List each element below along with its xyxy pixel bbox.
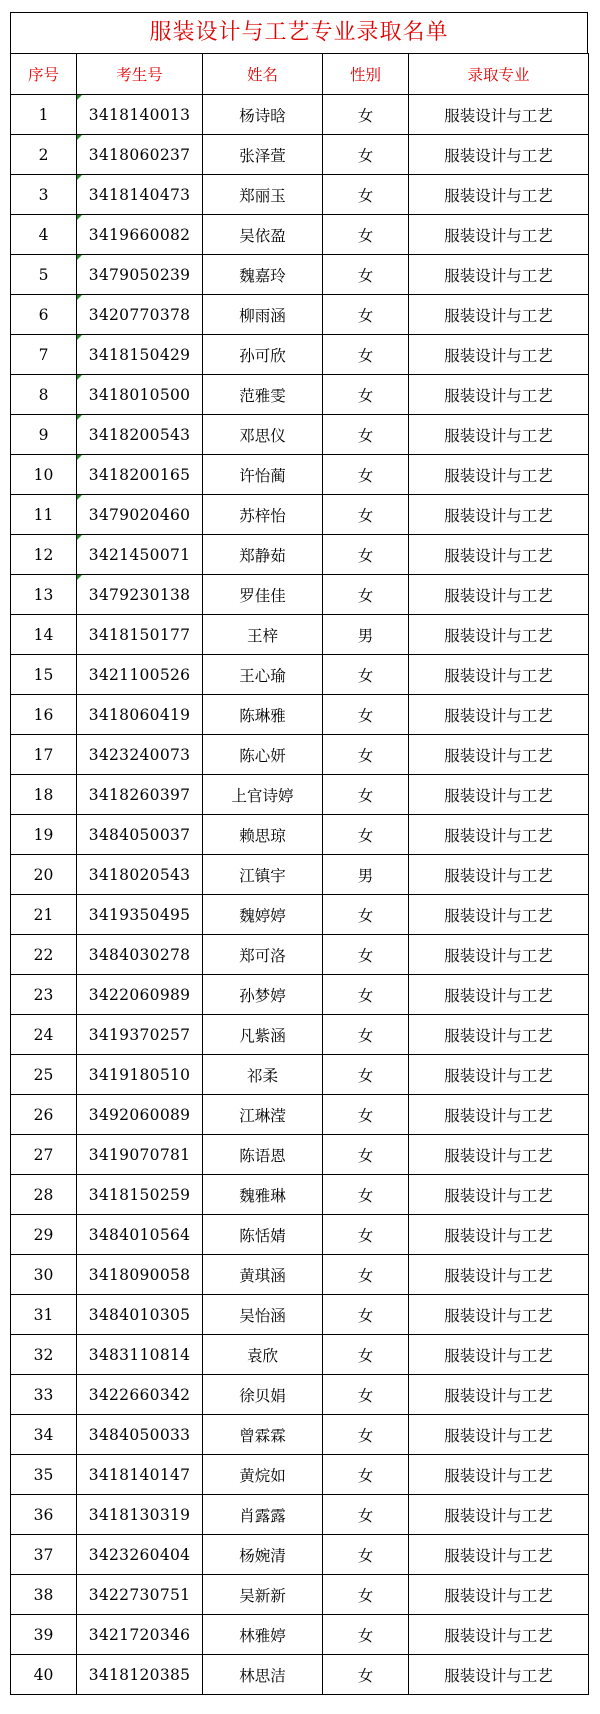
exam-id-cell: 3418200543 [77, 415, 203, 455]
exam-id-cell: 3423240073 [77, 735, 203, 775]
sex-cell: 女 [323, 455, 409, 495]
table-row [11, 1655, 589, 1695]
exam-id-cell: 3479020460 [77, 495, 203, 535]
sex-cell: 男 [323, 855, 409, 895]
table-row [11, 255, 589, 295]
seq-cell: 22 [11, 935, 77, 975]
table-row [11, 935, 589, 975]
table-row [11, 855, 589, 895]
sex-cell: 女 [323, 1615, 409, 1655]
sex-cell: 女 [323, 1255, 409, 1295]
major-cell: 服装设计与工艺 [409, 1375, 589, 1415]
table-row [11, 1015, 589, 1055]
major-cell: 服装设计与工艺 [409, 215, 589, 255]
sex-cell: 女 [323, 735, 409, 775]
name-cell: 江镇宇 [203, 855, 323, 895]
name-cell: 郑静茹 [203, 535, 323, 575]
exam-id-cell: 3422660342 [77, 1375, 203, 1415]
table-row [11, 1575, 589, 1615]
major-cell: 服装设计与工艺 [409, 1095, 589, 1135]
major-cell: 服装设计与工艺 [409, 615, 589, 655]
table-row [11, 175, 589, 215]
sex-cell: 女 [323, 1455, 409, 1495]
table-row [11, 135, 589, 175]
exam-id-cell: 3419070781 [77, 1135, 203, 1175]
seq-cell: 24 [11, 1015, 77, 1055]
name-cell: 王心瑜 [203, 655, 323, 695]
name-cell: 江琳滢 [203, 1095, 323, 1135]
exam-id-cell: 3418120385 [77, 1655, 203, 1695]
major-cell: 服装设计与工艺 [409, 95, 589, 135]
major-cell: 服装设计与工艺 [409, 655, 589, 695]
table-row [11, 295, 589, 335]
table-row [11, 615, 589, 655]
name-cell: 陈琳雅 [203, 695, 323, 735]
name-cell: 苏梓怡 [203, 495, 323, 535]
sex-cell: 女 [323, 775, 409, 815]
exam-id-cell: 3422060989 [77, 975, 203, 1015]
name-cell: 张泽萱 [203, 135, 323, 175]
name-cell: 赖思琼 [203, 815, 323, 855]
sex-cell: 女 [323, 935, 409, 975]
name-cell: 凡紫涵 [203, 1015, 323, 1055]
table-row [11, 1495, 589, 1535]
seq-cell: 23 [11, 975, 77, 1015]
sex-cell: 女 [323, 375, 409, 415]
major-cell: 服装设计与工艺 [409, 175, 589, 215]
sex-cell: 女 [323, 415, 409, 455]
table-row [11, 415, 589, 455]
seq-cell: 5 [11, 255, 77, 295]
major-cell: 服装设计与工艺 [409, 1335, 589, 1375]
exam-id-cell: 3419370257 [77, 1015, 203, 1055]
table-row [11, 895, 589, 935]
seq-cell: 2 [11, 135, 77, 175]
name-cell: 魏嘉玲 [203, 255, 323, 295]
major-cell: 服装设计与工艺 [409, 135, 589, 175]
exam-id-cell: 3418140013 [77, 95, 203, 135]
seq-cell: 9 [11, 415, 77, 455]
exam-id-cell: 3418010500 [77, 375, 203, 415]
seq-cell: 28 [11, 1175, 77, 1215]
name-cell: 郑可洛 [203, 935, 323, 975]
exam-id-cell: 3418020543 [77, 855, 203, 895]
name-cell: 王梓 [203, 615, 323, 655]
seq-cell: 40 [11, 1655, 77, 1695]
major-cell: 服装设计与工艺 [409, 255, 589, 295]
table-row [11, 1455, 589, 1495]
exam-id-cell: 3484050033 [77, 1415, 203, 1455]
exam-id-cell: 3422730751 [77, 1575, 203, 1615]
sex-cell: 女 [323, 895, 409, 935]
table-row [11, 1175, 589, 1215]
table-row [11, 1415, 589, 1455]
table-row [11, 695, 589, 735]
seq-cell: 11 [11, 495, 77, 535]
seq-cell: 7 [11, 335, 77, 375]
major-cell: 服装设计与工艺 [409, 1535, 589, 1575]
exam-id-cell: 3484050037 [77, 815, 203, 855]
exam-id-cell: 3483110814 [77, 1335, 203, 1375]
name-cell: 吴新新 [203, 1575, 323, 1615]
major-cell: 服装设计与工艺 [409, 735, 589, 775]
admission-table [10, 53, 589, 1695]
header-name: 姓名 [203, 54, 323, 95]
seq-cell: 3 [11, 175, 77, 215]
exam-id-cell: 3418140147 [77, 1455, 203, 1495]
seq-cell: 33 [11, 1375, 77, 1415]
name-cell: 吴怡涵 [203, 1295, 323, 1335]
seq-cell: 31 [11, 1295, 77, 1335]
major-cell: 服装设计与工艺 [409, 895, 589, 935]
major-cell: 服装设计与工艺 [409, 1255, 589, 1295]
seq-cell: 10 [11, 455, 77, 495]
sex-cell: 女 [323, 1135, 409, 1175]
major-cell: 服装设计与工艺 [409, 1215, 589, 1255]
name-cell: 曾霖霖 [203, 1415, 323, 1455]
major-cell: 服装设计与工艺 [409, 815, 589, 855]
major-cell: 服装设计与工艺 [409, 1015, 589, 1055]
exam-id-cell: 3418150259 [77, 1175, 203, 1215]
exam-id-cell: 3479050239 [77, 255, 203, 295]
major-cell: 服装设计与工艺 [409, 1655, 589, 1695]
sex-cell: 女 [323, 495, 409, 535]
seq-cell: 4 [11, 215, 77, 255]
exam-id-cell: 3423260404 [77, 1535, 203, 1575]
seq-cell: 21 [11, 895, 77, 935]
major-cell: 服装设计与工艺 [409, 1615, 589, 1655]
seq-cell: 1 [11, 95, 77, 135]
seq-cell: 30 [11, 1255, 77, 1295]
header-major: 录取专业 [409, 54, 589, 95]
table-row [11, 1095, 589, 1135]
major-cell: 服装设计与工艺 [409, 855, 589, 895]
seq-cell: 37 [11, 1535, 77, 1575]
sex-cell: 女 [323, 335, 409, 375]
exam-id-cell: 3421720346 [77, 1615, 203, 1655]
sex-cell: 女 [323, 1215, 409, 1255]
table-row [11, 1215, 589, 1255]
exam-id-cell: 3419350495 [77, 895, 203, 935]
table-row [11, 1255, 589, 1295]
exam-id-cell: 3421450071 [77, 535, 203, 575]
name-cell: 陈心妍 [203, 735, 323, 775]
exam-id-cell: 3418260397 [77, 775, 203, 815]
exam-id-cell: 3418060419 [77, 695, 203, 735]
name-cell: 袁欣 [203, 1335, 323, 1375]
seq-cell: 17 [11, 735, 77, 775]
admission-sheet [10, 12, 588, 1695]
exam-id-cell: 3418150429 [77, 335, 203, 375]
table-row [11, 1535, 589, 1575]
exam-id-cell: 3418090058 [77, 1255, 203, 1295]
seq-cell: 18 [11, 775, 77, 815]
seq-cell: 39 [11, 1615, 77, 1655]
name-cell: 范雅雯 [203, 375, 323, 415]
name-cell: 孙可欣 [203, 335, 323, 375]
sex-cell: 女 [323, 975, 409, 1015]
sex-cell: 女 [323, 1495, 409, 1535]
major-cell: 服装设计与工艺 [409, 1175, 589, 1215]
table-row [11, 815, 589, 855]
major-cell: 服装设计与工艺 [409, 495, 589, 535]
major-cell: 服装设计与工艺 [409, 1415, 589, 1455]
major-cell: 服装设计与工艺 [409, 775, 589, 815]
exam-id-cell: 3484010305 [77, 1295, 203, 1335]
sex-cell: 女 [323, 695, 409, 735]
sex-cell: 女 [323, 1375, 409, 1415]
major-cell: 服装设计与工艺 [409, 335, 589, 375]
table-row [11, 1055, 589, 1095]
major-cell: 服装设计与工艺 [409, 295, 589, 335]
seq-cell: 29 [11, 1215, 77, 1255]
name-cell: 许怡蔺 [203, 455, 323, 495]
exam-id-cell: 3479230138 [77, 575, 203, 615]
exam-id-cell: 3419660082 [77, 215, 203, 255]
sex-cell: 女 [323, 95, 409, 135]
seq-cell: 34 [11, 1415, 77, 1455]
exam-id-cell: 3421100526 [77, 655, 203, 695]
seq-cell: 26 [11, 1095, 77, 1135]
table-row [11, 775, 589, 815]
major-cell: 服装设计与工艺 [409, 1295, 589, 1335]
exam-id-cell: 3484030278 [77, 935, 203, 975]
name-cell: 杨婉清 [203, 1535, 323, 1575]
major-cell: 服装设计与工艺 [409, 1455, 589, 1495]
seq-cell: 15 [11, 655, 77, 695]
table-row [11, 455, 589, 495]
exam-id-cell: 3420770378 [77, 295, 203, 335]
sex-cell: 女 [323, 815, 409, 855]
table-row [11, 1615, 589, 1655]
major-cell: 服装设计与工艺 [409, 935, 589, 975]
sex-cell: 女 [323, 1575, 409, 1615]
table-row [11, 215, 589, 255]
table-row [11, 735, 589, 775]
exam-id-cell: 3418200165 [77, 455, 203, 495]
name-cell: 郑丽玉 [203, 175, 323, 215]
name-cell: 魏婷婷 [203, 895, 323, 935]
name-cell: 林思洁 [203, 1655, 323, 1695]
table-row [11, 1335, 589, 1375]
sex-cell: 女 [323, 255, 409, 295]
exam-id-cell: 3418150177 [77, 615, 203, 655]
sheet-title: 服装设计与工艺专业录取名单 [10, 12, 588, 53]
seq-cell: 25 [11, 1055, 77, 1095]
table-body [11, 95, 589, 1695]
sex-cell: 女 [323, 215, 409, 255]
sex-cell: 男 [323, 615, 409, 655]
seq-cell: 35 [11, 1455, 77, 1495]
name-cell: 肖露露 [203, 1495, 323, 1535]
name-cell: 徐贝娟 [203, 1375, 323, 1415]
name-cell: 孙梦婷 [203, 975, 323, 1015]
sex-cell: 女 [323, 655, 409, 695]
seq-cell: 14 [11, 615, 77, 655]
seq-cell: 16 [11, 695, 77, 735]
name-cell: 罗佳佳 [203, 575, 323, 615]
exam-id-cell: 3418130319 [77, 1495, 203, 1535]
sex-cell: 女 [323, 1295, 409, 1335]
sex-cell: 女 [323, 1175, 409, 1215]
sex-cell: 女 [323, 1655, 409, 1695]
sex-cell: 女 [323, 295, 409, 335]
exam-id-cell: 3418060237 [77, 135, 203, 175]
sex-cell: 女 [323, 575, 409, 615]
name-cell: 吴依盈 [203, 215, 323, 255]
major-cell: 服装设计与工艺 [409, 1135, 589, 1175]
exam-id-cell: 3484010564 [77, 1215, 203, 1255]
seq-cell: 13 [11, 575, 77, 615]
header-seq: 序号 [11, 54, 77, 95]
name-cell: 黄琪涵 [203, 1255, 323, 1295]
name-cell: 柳雨涵 [203, 295, 323, 335]
sex-cell: 女 [323, 1015, 409, 1055]
seq-cell: 19 [11, 815, 77, 855]
sex-cell: 女 [323, 1415, 409, 1455]
name-cell: 陈恬婧 [203, 1215, 323, 1255]
name-cell: 魏雅琳 [203, 1175, 323, 1215]
table-row [11, 335, 589, 375]
header-sex: 性别 [323, 54, 409, 95]
table-row [11, 575, 589, 615]
name-cell: 祁柔 [203, 1055, 323, 1095]
major-cell: 服装设计与工艺 [409, 535, 589, 575]
table-row [11, 975, 589, 1015]
table-row [11, 1135, 589, 1175]
exam-id-cell: 3418140473 [77, 175, 203, 215]
seq-cell: 12 [11, 535, 77, 575]
sex-cell: 女 [323, 175, 409, 215]
table-row [11, 1375, 589, 1415]
major-cell: 服装设计与工艺 [409, 695, 589, 735]
name-cell: 上官诗婷 [203, 775, 323, 815]
seq-cell: 6 [11, 295, 77, 335]
header-row [11, 54, 589, 95]
seq-cell: 32 [11, 1335, 77, 1375]
name-cell: 陈语恩 [203, 1135, 323, 1175]
seq-cell: 38 [11, 1575, 77, 1615]
major-cell: 服装设计与工艺 [409, 1055, 589, 1095]
name-cell: 杨诗晗 [203, 95, 323, 135]
sex-cell: 女 [323, 535, 409, 575]
sex-cell: 女 [323, 135, 409, 175]
header-exam-id: 考生号 [77, 54, 203, 95]
table-header [11, 54, 589, 95]
name-cell: 邓思仪 [203, 415, 323, 455]
table-row [11, 495, 589, 535]
table-row [11, 655, 589, 695]
sex-cell: 女 [323, 1055, 409, 1095]
major-cell: 服装设计与工艺 [409, 1575, 589, 1615]
sex-cell: 女 [323, 1535, 409, 1575]
major-cell: 服装设计与工艺 [409, 975, 589, 1015]
name-cell: 黄烷如 [203, 1455, 323, 1495]
major-cell: 服装设计与工艺 [409, 1495, 589, 1535]
sex-cell: 女 [323, 1095, 409, 1135]
sex-cell: 女 [323, 1335, 409, 1375]
table-row [11, 1295, 589, 1335]
seq-cell: 36 [11, 1495, 77, 1535]
exam-id-cell: 3492060089 [77, 1095, 203, 1135]
major-cell: 服装设计与工艺 [409, 375, 589, 415]
table-row [11, 535, 589, 575]
seq-cell: 8 [11, 375, 77, 415]
name-cell: 林雅婷 [203, 1615, 323, 1655]
seq-cell: 20 [11, 855, 77, 895]
major-cell: 服装设计与工艺 [409, 415, 589, 455]
table-row [11, 95, 589, 135]
major-cell: 服装设计与工艺 [409, 455, 589, 495]
major-cell: 服装设计与工艺 [409, 575, 589, 615]
exam-id-cell: 3419180510 [77, 1055, 203, 1095]
table-row [11, 375, 589, 415]
seq-cell: 27 [11, 1135, 77, 1175]
